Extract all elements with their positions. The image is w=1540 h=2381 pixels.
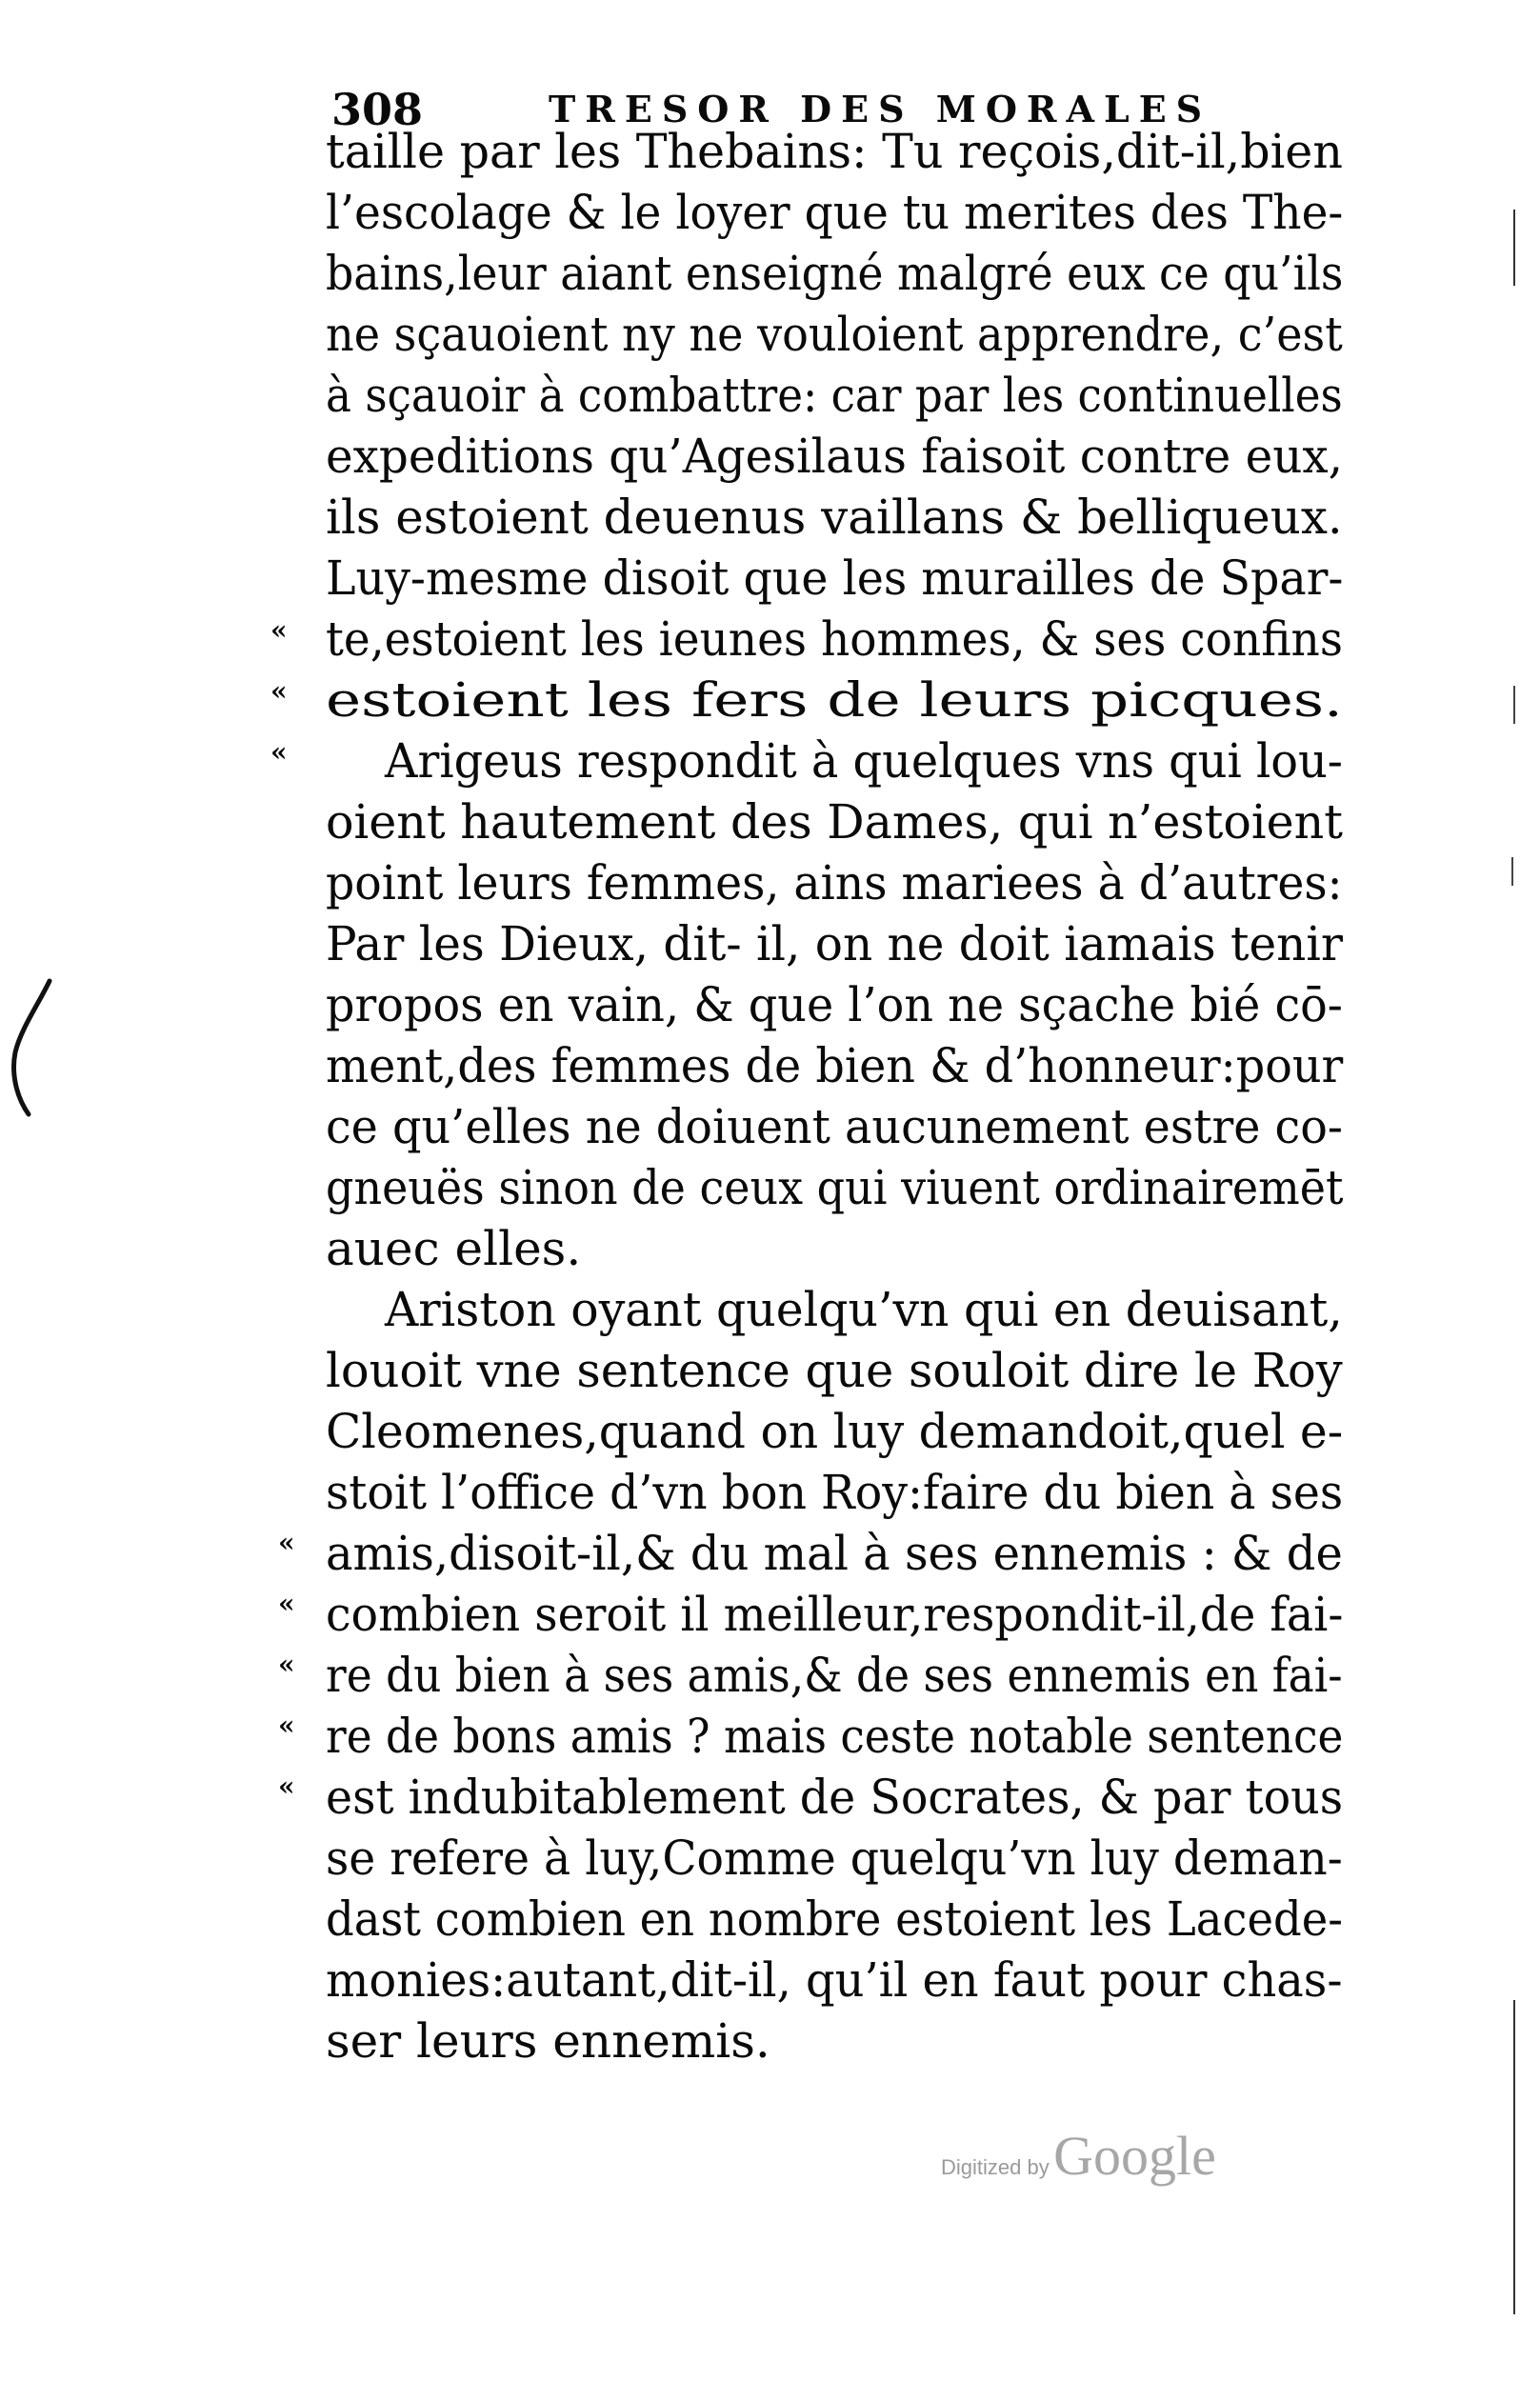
text-line: ne sçauoient ny ne vouloient apprendre, c’est <box>326 307 1343 362</box>
text-line: stoit l’office d’vn bon Roy:faire du bien à ses <box>326 1465 1344 1520</box>
text-line: monies:autant,dit-il, qu’il en faut pour chas- <box>326 1952 1343 2008</box>
text-line: re de bons amis ? mais ceste notable sentence <box>326 1709 1344 1764</box>
text-line: re du bien à ses amis,& de ses ennemis en fai- <box>326 1648 1343 1703</box>
quote-mark: « <box>270 614 288 646</box>
text-line: amis,disoit-il,& du mal à ses ennemis : & de <box>326 1526 1343 1581</box>
page-number: 308 <box>331 84 424 135</box>
quote-mark: « <box>270 736 288 768</box>
text-line: l’escolage & le loyer que tu merites des The- <box>326 185 1344 240</box>
text-line: expeditions qu’Agesilaus faisoit contre eux, <box>326 429 1344 484</box>
quote-mark: « <box>278 1527 295 1558</box>
digitized-by-google-watermark <box>941 2124 1216 2188</box>
text-line: Ariston oyant quelqu’vn qui en deuisant, <box>385 1282 1343 1337</box>
quote-mark: « <box>278 1710 295 1741</box>
text-line: ce qu’elles ne doiuent aucunement estre co- <box>326 1099 1343 1154</box>
watermark-prefix: Digitized by <box>941 2155 1050 2179</box>
text-line: ils estoient deuenus vaillans & belliqueux. <box>326 490 1343 545</box>
text-line: propos en vain, & que l’on ne sçache bié cō- <box>326 977 1343 1032</box>
text-line: te,estoient les ieunes hommes, & ses confins <box>326 611 1343 667</box>
text-line: auec elles. <box>326 1221 582 1276</box>
text-line: est indubitablement de Socrates, & par tous <box>326 1770 1344 1825</box>
margin-bracket-mark <box>0 962 76 1133</box>
text-line: Cleomenes,quand on luy demandoit,quel e- <box>326 1404 1344 1459</box>
margin-tick-marks <box>1495 190 1533 2324</box>
text-line: combien seroit il meilleur,respondit-il,de fai- <box>326 1587 1344 1642</box>
text-line: estoient les fers de leurs picques. <box>326 672 1343 728</box>
text-line: ment,des femmes de bien & d’honneur:pour <box>326 1038 1344 1093</box>
running-head: TRESOR DES MORALES <box>549 88 1212 130</box>
text-line: point leurs femmes, ains mariees à d’autres: <box>326 855 1343 910</box>
quote-mark: « <box>270 675 288 707</box>
quote-mark: « <box>278 1649 295 1680</box>
quote-mark: « <box>278 1588 295 1619</box>
google-logo: Google <box>1053 2125 1216 2187</box>
text-line: dast combien en nombre estoient les Lacede- <box>326 1891 1343 1947</box>
text-line: gneuës sinon de ceux qui viuent ordinairemēt <box>326 1160 1344 1215</box>
text-line: Par les Dieux, dit- il, on ne doit iamais tenir <box>326 916 1343 971</box>
text-line: se refere à luy,Comme quelqu’vn luy deman- <box>326 1831 1343 1886</box>
text-line: louoit vne sentence que souloit dire le Roy <box>326 1343 1343 1398</box>
text-line: taille par les Thebains: Tu reçois,dit-il,bien <box>326 124 1343 179</box>
text-line: ser leurs ennemis. <box>326 2013 770 2069</box>
text-line: bains,leur aiant enseigné malgré eux ce qu’ils <box>326 246 1344 301</box>
text-line: Arigeus respondit à quelques vns qui lou- <box>385 733 1343 789</box>
text-line: oient hautement des Dames, qui n’estoient <box>326 794 1343 850</box>
quote-mark: « <box>278 1771 295 1802</box>
text-line: Luy-mesme disoit que les murailles de Spar- <box>326 550 1344 606</box>
text-line: à sçauoir à combattre: car par les continuelles <box>326 368 1343 423</box>
